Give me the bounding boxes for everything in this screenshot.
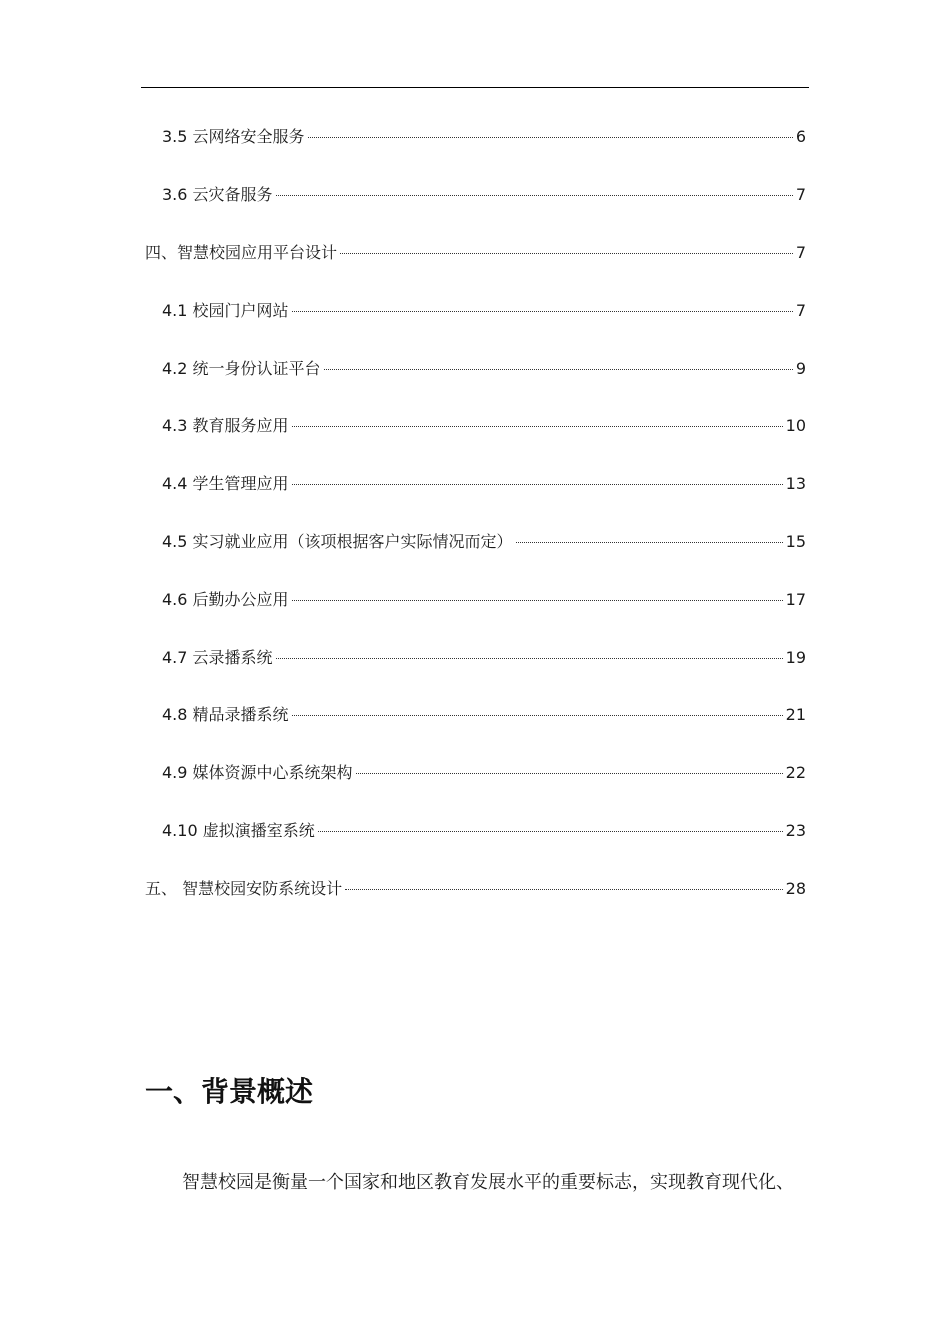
toc-entry-title: 4.1 校园门户网站 <box>162 301 289 320</box>
toc-dot-leader <box>308 137 793 138</box>
toc-entry-4-3[interactable] <box>162 416 806 436</box>
toc-entry-page: 19 <box>785 648 806 667</box>
toc-entry-page: 17 <box>785 590 806 609</box>
toc-entry-title: 4.2 统一身份认证平台 <box>162 359 321 378</box>
toc-entry-page: 7 <box>795 301 806 320</box>
toc-entry-title: 4.8 精品录播系统 <box>162 705 289 724</box>
toc-entry-3-6[interactable] <box>162 185 806 205</box>
toc-entry-4-7[interactable] <box>162 648 806 668</box>
toc-entry-title: 4.6 后勤办公应用 <box>162 590 289 609</box>
toc-entry-title: 4.4 学生管理应用 <box>162 474 289 493</box>
toc-entry-page: 7 <box>795 243 806 262</box>
toc-dot-leader <box>292 600 783 601</box>
header-rule <box>141 87 809 88</box>
toc-entry-3-5[interactable] <box>162 127 806 147</box>
toc-entry-title: 四、智慧校园应用平台设计 <box>145 243 338 262</box>
section-heading: 一、背景概述 <box>145 1075 314 1108</box>
toc-entry-title: 4.7 云录播系统 <box>162 648 273 667</box>
toc-dot-leader <box>356 773 783 774</box>
toc-entry-chapter-4[interactable] <box>145 243 806 263</box>
toc-entry-title: 4.5 实习就业应用（该项根据客户实际情况而定） <box>162 532 513 551</box>
toc-dot-leader <box>276 658 783 659</box>
toc-entry-4-5[interactable] <box>162 532 806 552</box>
toc-entry-page: 7 <box>795 185 806 204</box>
toc-entry-title: 4.3 教育服务应用 <box>162 416 289 435</box>
toc-entry-page: 10 <box>785 416 806 435</box>
toc-entry-page: 13 <box>785 474 806 493</box>
toc-dot-leader <box>345 889 783 890</box>
toc-entry-page: 6 <box>795 127 806 146</box>
toc-entry-title: 3.6 云灾备服务 <box>162 185 273 204</box>
toc-dot-leader <box>516 542 783 543</box>
toc-dot-leader <box>292 311 793 312</box>
toc-entry-title: 4.9 媒体资源中心系统架构 <box>162 763 353 782</box>
toc-entry-page: 28 <box>785 879 806 898</box>
toc-entry-4-10[interactable] <box>162 821 806 841</box>
body-paragraph: 智慧校园是衡量一个国家和地区教育发展水平的重要标志，实现教育现代化、 <box>182 1172 794 1193</box>
toc-dot-leader <box>292 426 783 427</box>
toc-entry-4-1[interactable] <box>162 301 806 321</box>
toc-dot-leader <box>292 484 783 485</box>
toc-entry-page: 23 <box>785 821 806 840</box>
toc-dot-leader <box>276 195 793 196</box>
toc-entry-page: 22 <box>785 763 806 782</box>
toc-entry-page: 9 <box>795 359 806 378</box>
toc-entry-4-8[interactable] <box>162 705 806 725</box>
toc-entry-4-4[interactable] <box>162 474 806 494</box>
toc-entry-title: 五、 智慧校园安防系统设计 <box>145 879 343 898</box>
toc-entry-title: 4.10 虚拟演播室系统 <box>162 821 315 840</box>
toc-dot-leader <box>292 715 783 716</box>
toc-dot-leader <box>318 831 783 832</box>
toc-entry-4-9[interactable] <box>162 763 806 783</box>
toc-entry-page: 21 <box>785 705 806 724</box>
toc-dot-leader <box>324 369 793 370</box>
toc-entry-chapter-5[interactable] <box>145 879 806 899</box>
toc-entry-page: 15 <box>785 532 806 551</box>
toc-entry-title: 3.5 云网络安全服务 <box>162 127 305 146</box>
toc-dot-leader <box>340 253 793 254</box>
toc-entry-4-6[interactable] <box>162 590 806 610</box>
toc-entry-4-2[interactable] <box>162 359 806 379</box>
